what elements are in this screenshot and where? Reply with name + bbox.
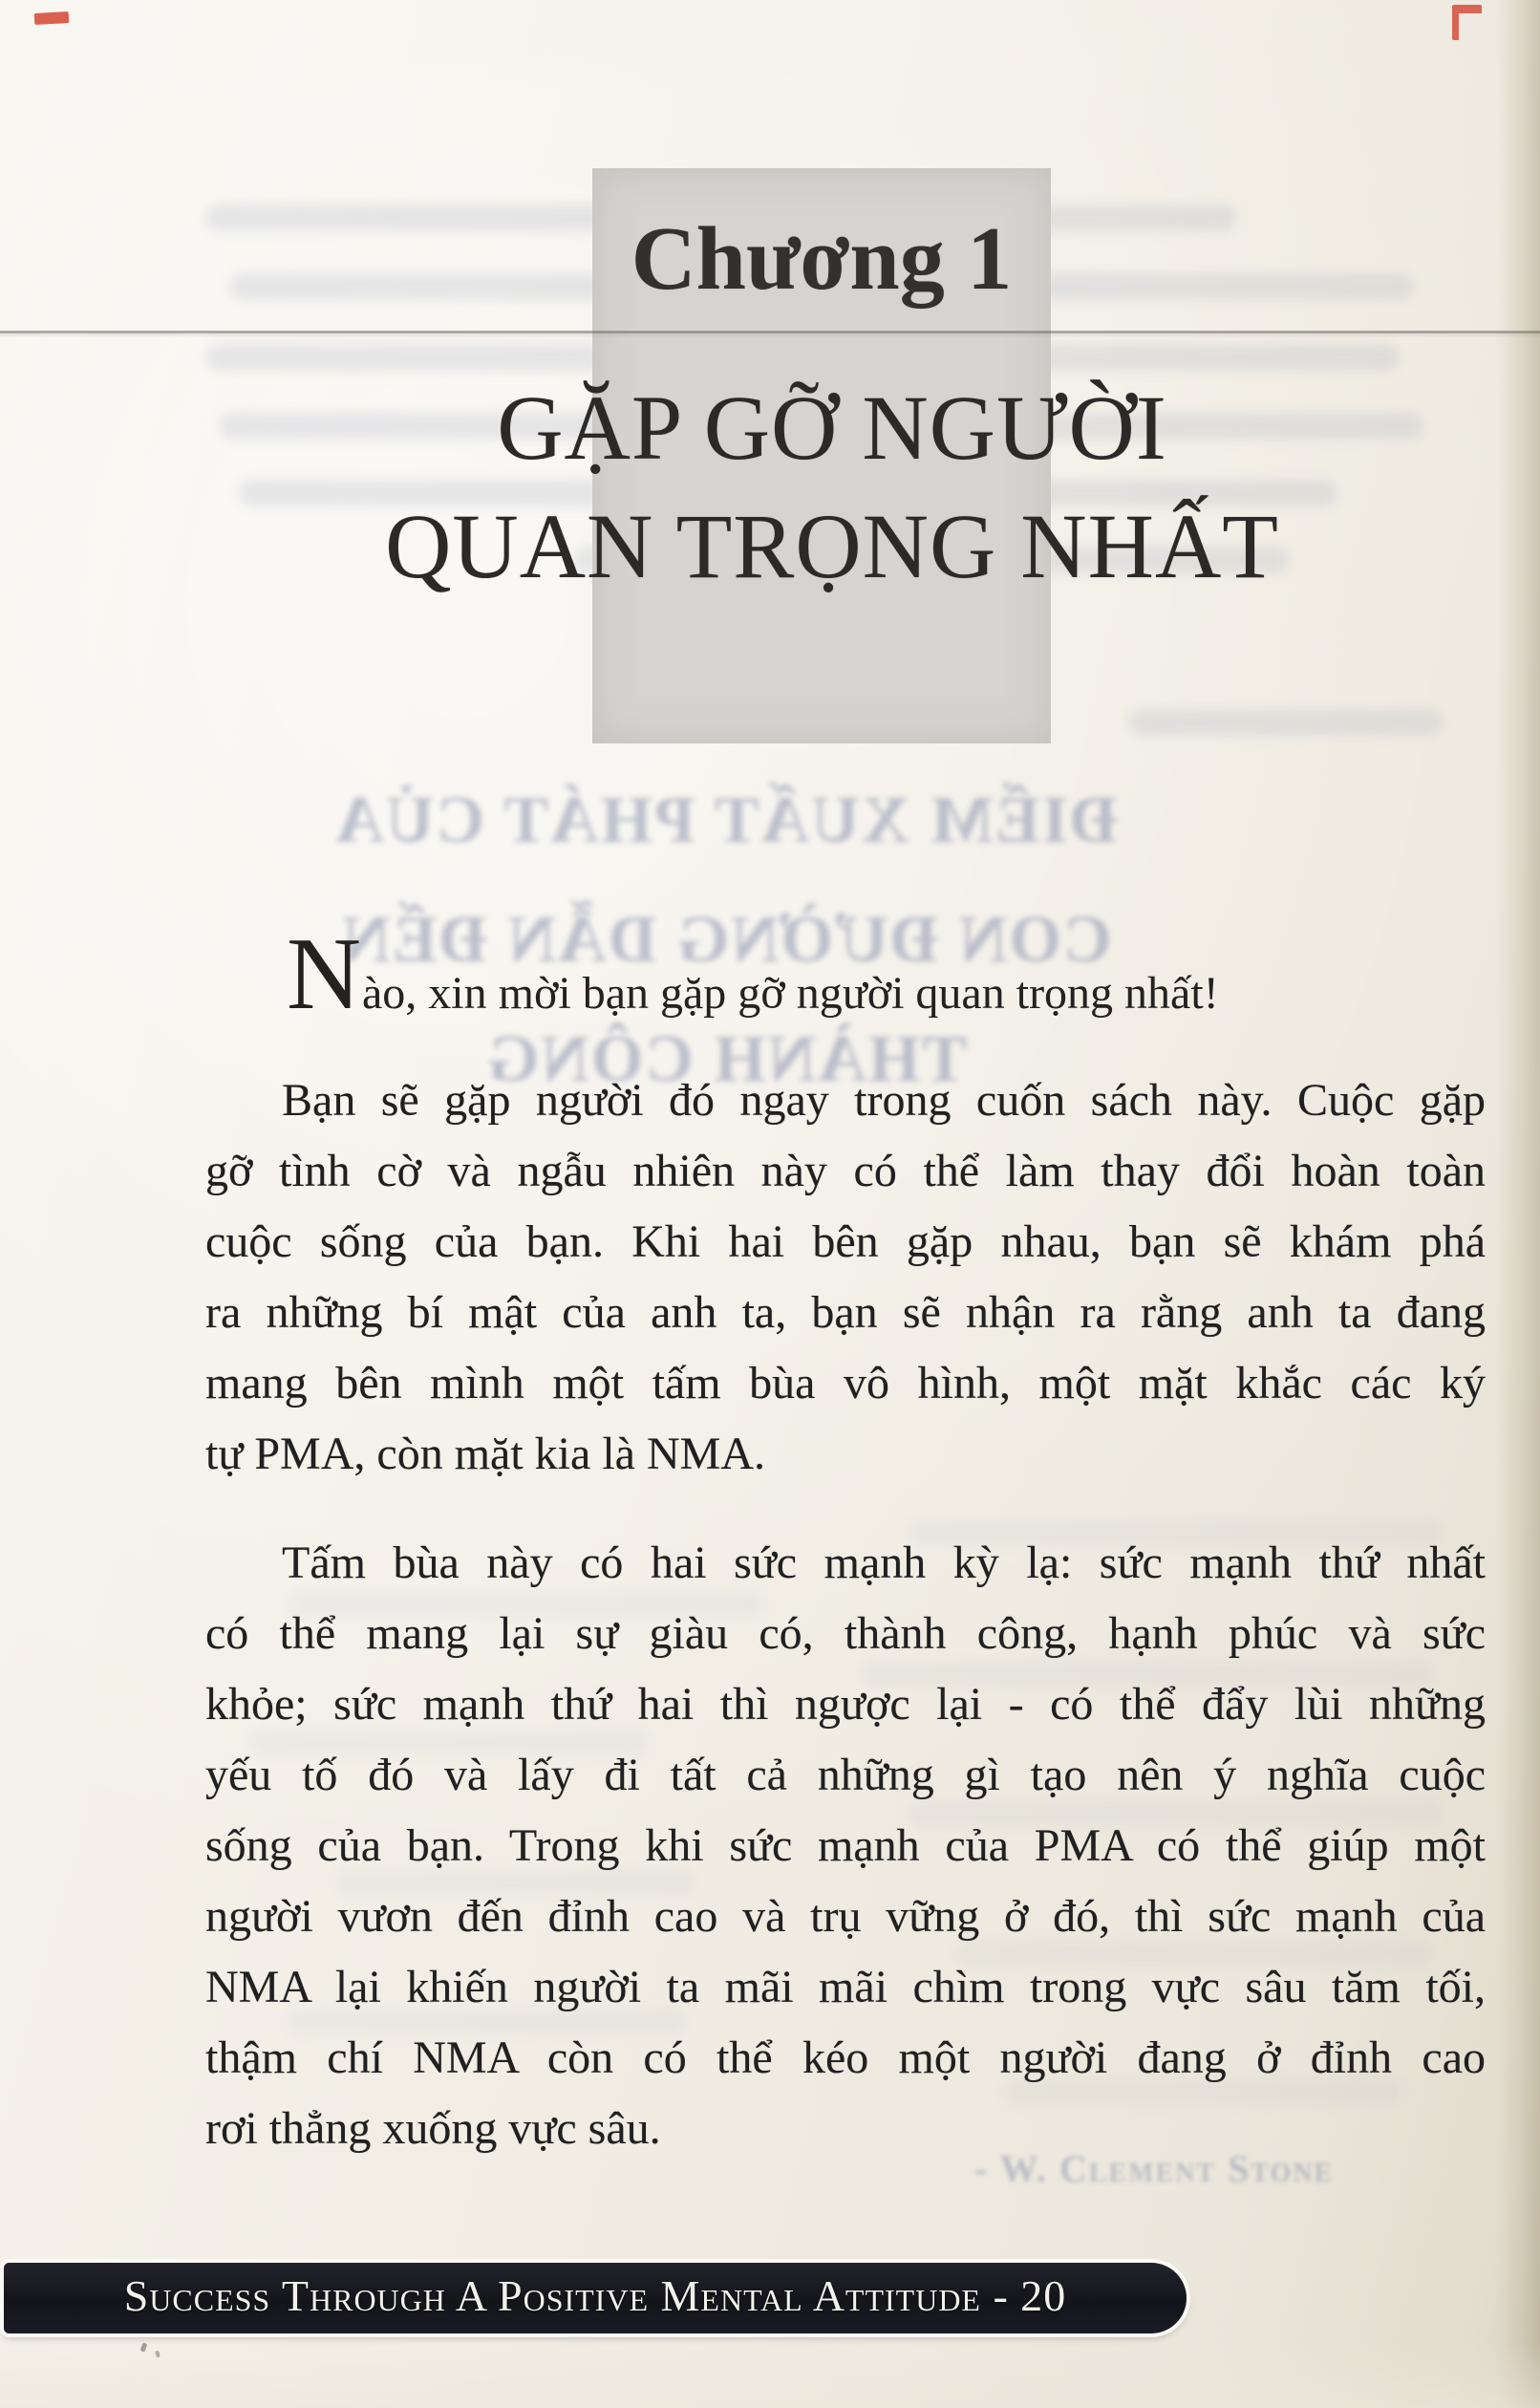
scan-crease-line [0, 331, 1540, 333]
chapter-title-line2: QUAN TRỌNG NHẤT [385, 495, 1279, 597]
text-line: NMA lại khiến người ta mãi mãi chìm trong vực sâu tăm tối, [205, 1962, 1486, 2012]
bleedthrough-headline-line1: ĐIỂM XUẤT PHÁT CỦA [333, 784, 1119, 857]
text-line: thậm chí NMA còn có thể kéo một người đang ở đỉnh cao [205, 2032, 1486, 2083]
page-bottom-shading [0, 2341, 1540, 2408]
paragraph-2 [205, 1065, 1486, 1490]
scan-artifact-red-mark-left [34, 11, 70, 25]
bleedthrough-headline-line3: THÀNH CÔNG [484, 1022, 968, 1096]
text-line: yếu tố đó và lấy đi tất cả những gì tạo nên ý nghĩa cuộc [205, 1750, 1486, 1800]
text-line: ra những bí mật của anh ta, bạn sẽ nhận ra rằng anh ta đang [205, 1287, 1486, 1338]
text-line: Tấm bùa này có hai sức mạnh kỳ lạ: sức mạnh thứ nhất [282, 1537, 1486, 1588]
running-footer-title-and-page-number: Success Through A Positive Mental Attitude - 20 [123, 2271, 1067, 2320]
bleedthrough-attribution: - W. Clement Stone [974, 2147, 1335, 2190]
text-line: Bạn sẽ gặp người đó ngay trong cuốn sách này. Cuộc gặp [282, 1075, 1486, 1126]
text-line: rơi thẳng xuống vực sâu. [205, 2103, 661, 2154]
text-line: gỡ tình cờ và ngẫu nhiên này có thể làm thay đổi hoàn toàn [205, 1146, 1486, 1196]
paragraph-opening-text: ào, xin mời bạn gặp gỡ người quan trọng nhất! [362, 968, 1219, 1019]
text-line: mang bên mình một tấm bùa vô hình, một mặt khắc các ký [205, 1358, 1486, 1408]
bleedthrough-smudge [1127, 709, 1443, 736]
page-edge-shading [1496, 0, 1540, 2408]
paragraph-opening: N ào, xin mời bạn gặp gỡ người quan trọng nhất! [287, 917, 1219, 1031]
bleedthrough-headline-line2: CON ĐƯỜNG DẪN ĐẾN [340, 903, 1112, 977]
text-line: tự PMA, còn mặt kia là NMA. [205, 1429, 765, 1479]
paragraph-3 [205, 1528, 1486, 2164]
text-line: cuộc sống của bạn. Khi hai bên gặp nhau, bạn sẽ khám phá [205, 1216, 1486, 1267]
text-line: người vươn đến đỉnh cao và trụ vững ở đó, thì sức mạnh của [205, 1891, 1486, 1942]
chapter-title [124, 369, 1540, 606]
chapter-title-line1: GẶP GỠ NGƯỜI [497, 376, 1167, 479]
scan-artifact-red-mark-right [1452, 5, 1482, 40]
chapter-label: Chương 1 [631, 209, 1013, 309]
footer-bar [4, 2263, 1187, 2333]
text-line: sống của bạn. Trong khi sức mạnh của PMA có thể giúp một [205, 1820, 1486, 1871]
text-line: khỏe; sức mạnh thứ hai thì ngược lại - có thể đẩy lùi những [205, 1679, 1486, 1730]
text-line: có thể mang lại sự giàu có, thành công, hạnh phúc và sức [205, 1608, 1486, 1659]
